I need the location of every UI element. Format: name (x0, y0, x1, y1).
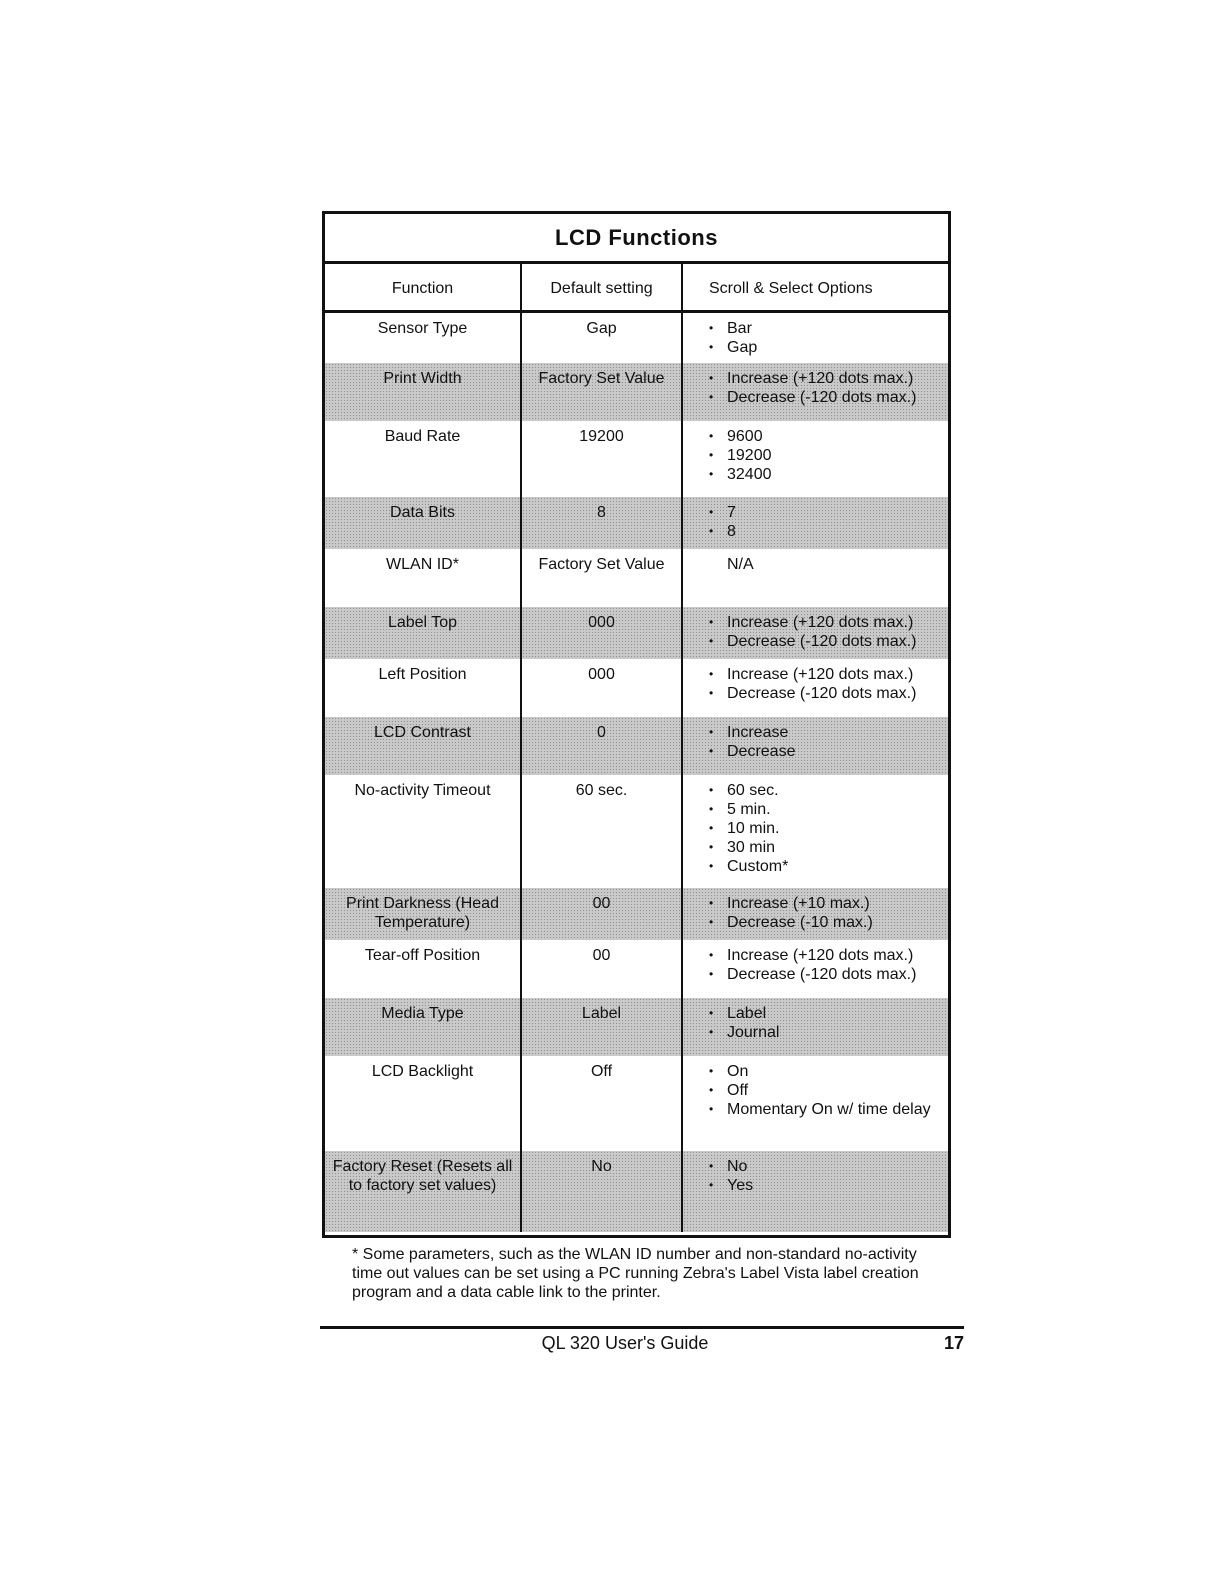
cell-default-setting: Gap (521, 311, 682, 363)
header-scroll-select-options: Scroll & Select Options (682, 264, 948, 311)
option-item: • Increase (+10 max.) (709, 894, 948, 913)
cell-function: Print Width (325, 363, 521, 421)
cell-options (682, 775, 948, 888)
cell-function: LCD Backlight (325, 1056, 521, 1151)
cell-options (682, 659, 948, 717)
cell-default-setting: 8 (521, 497, 682, 549)
options-list (683, 503, 948, 541)
cell-function: Sensor Type (325, 311, 521, 363)
option-item: • Decrease (-10 max.) (709, 913, 948, 932)
cell-default-setting: No (521, 1151, 682, 1232)
footer-guide-title: QL 320 User's Guide (541, 1333, 709, 1353)
cell-function: Label Top (325, 607, 521, 659)
option-item: • Decrease (-120 dots max.) (709, 684, 948, 703)
table-row (325, 1056, 948, 1151)
option-item: • Label (709, 1004, 948, 1023)
option-item: • 10 min. (709, 819, 948, 838)
table-row (325, 775, 948, 888)
option-item: • 32400 (709, 465, 948, 484)
option-item: • Decrease (-120 dots max.) (709, 388, 948, 407)
table-row (325, 421, 948, 497)
option-item: • Yes (709, 1176, 948, 1195)
table-row (325, 717, 948, 775)
option-item: • Journal (709, 1023, 948, 1042)
cell-options (682, 363, 948, 421)
option-item: • Custom* (709, 857, 948, 876)
options-list (683, 613, 948, 651)
table-row (325, 549, 948, 607)
cell-default-setting: 0 (521, 717, 682, 775)
options-list (683, 723, 948, 761)
cell-default-setting: 19200 (521, 421, 682, 497)
cell-function: Baud Rate (325, 421, 521, 497)
cell-options (682, 717, 948, 775)
cell-function: Tear-off Position (325, 940, 521, 998)
table-row (325, 940, 948, 998)
table-title: LCD Functions (325, 214, 948, 264)
cell-default-setting: 60 sec. (521, 775, 682, 888)
cell-function: Factory Reset (Resets all to factory set values) (325, 1151, 521, 1232)
lcd-functions-table (322, 211, 951, 1238)
cell-default-setting: Off (521, 1056, 682, 1151)
lcd-table-grid (325, 264, 948, 1232)
option-item: • Decrease (709, 742, 948, 761)
cell-default-setting: Factory Set Value (521, 549, 682, 607)
option-item: • Increase (709, 723, 948, 742)
cell-function: LCD Contrast (325, 717, 521, 775)
option-item: • Increase (+120 dots max.) (709, 613, 948, 632)
table-row (325, 998, 948, 1056)
option-item: • On (709, 1062, 948, 1081)
options-list (683, 946, 948, 984)
table-row (325, 363, 948, 421)
cell-function: Print Darkness (Head Temperature) (325, 888, 521, 940)
options-list (683, 781, 948, 876)
header-default-setting: Default setting (521, 264, 682, 311)
option-item: • 30 min (709, 838, 948, 857)
options-list (683, 1004, 948, 1042)
header-row (325, 264, 948, 311)
cell-options (682, 1056, 948, 1151)
cell-default-setting: 000 (521, 659, 682, 717)
footer-divider (320, 1326, 964, 1329)
option-item: • Gap (709, 338, 948, 357)
options-list (683, 665, 948, 703)
cell-options (682, 421, 948, 497)
cell-function: WLAN ID* (325, 549, 521, 607)
cell-function: No-activity Timeout (325, 775, 521, 888)
footnote: * Some parameters, such as the WLAN ID number and non-standard no-activity time out values can be set using a PC running Zebra's Label Vista label creation program and a data cable link to the printer. (352, 1246, 919, 1301)
options-list (683, 319, 948, 357)
option-item: • 5 min. (709, 800, 948, 819)
table-row (325, 888, 948, 940)
table-row (325, 497, 948, 549)
option-item: • No (709, 1157, 948, 1176)
option-text: N/A (727, 556, 754, 573)
table-row (325, 659, 948, 717)
table-row (325, 311, 948, 363)
header-function: Function (325, 264, 521, 311)
cell-options (682, 888, 948, 940)
option-item: • Decrease (-120 dots max.) (709, 632, 948, 651)
cell-options (682, 311, 948, 363)
option-item: • 7 (709, 503, 948, 522)
cell-default-setting: 000 (521, 607, 682, 659)
option-item: • 8 (709, 522, 948, 541)
table-row (325, 1151, 948, 1232)
cell-function: Left Position (325, 659, 521, 717)
cell-function: Data Bits (325, 497, 521, 549)
cell-default-setting: Factory Set Value (521, 363, 682, 421)
options-list (683, 894, 948, 932)
options-list (683, 1062, 948, 1119)
cell-default-setting: 00 (521, 888, 682, 940)
table-body (325, 311, 948, 1232)
cell-options (682, 940, 948, 998)
options-list (683, 427, 948, 484)
option-item: • 19200 (709, 446, 948, 465)
cell-default-setting: Label (521, 998, 682, 1056)
option-item: • Increase (+120 dots max.) (709, 946, 948, 965)
cell-default-setting: 00 (521, 940, 682, 998)
cell-options (682, 998, 948, 1056)
cell-options (682, 1151, 948, 1232)
options-list (683, 1157, 948, 1195)
option-item: • 60 sec. (709, 781, 948, 800)
option-item: • 9600 (709, 427, 948, 446)
option-item: • Increase (+120 dots max.) (709, 665, 948, 684)
cell-function: Media Type (325, 998, 521, 1056)
option-item: • Off (709, 1081, 948, 1100)
table-row (325, 607, 948, 659)
option-item: • Decrease (-120 dots max.) (709, 965, 948, 984)
cell-options (682, 607, 948, 659)
option-item: • Momentary On w/ time delay (709, 1100, 948, 1119)
page-number: 17 (943, 1333, 964, 1353)
options-list (683, 369, 948, 407)
cell-options (682, 549, 948, 607)
option-item: • Bar (709, 319, 948, 338)
cell-options (682, 497, 948, 549)
option-item: • Increase (+120 dots max.) (709, 369, 948, 388)
